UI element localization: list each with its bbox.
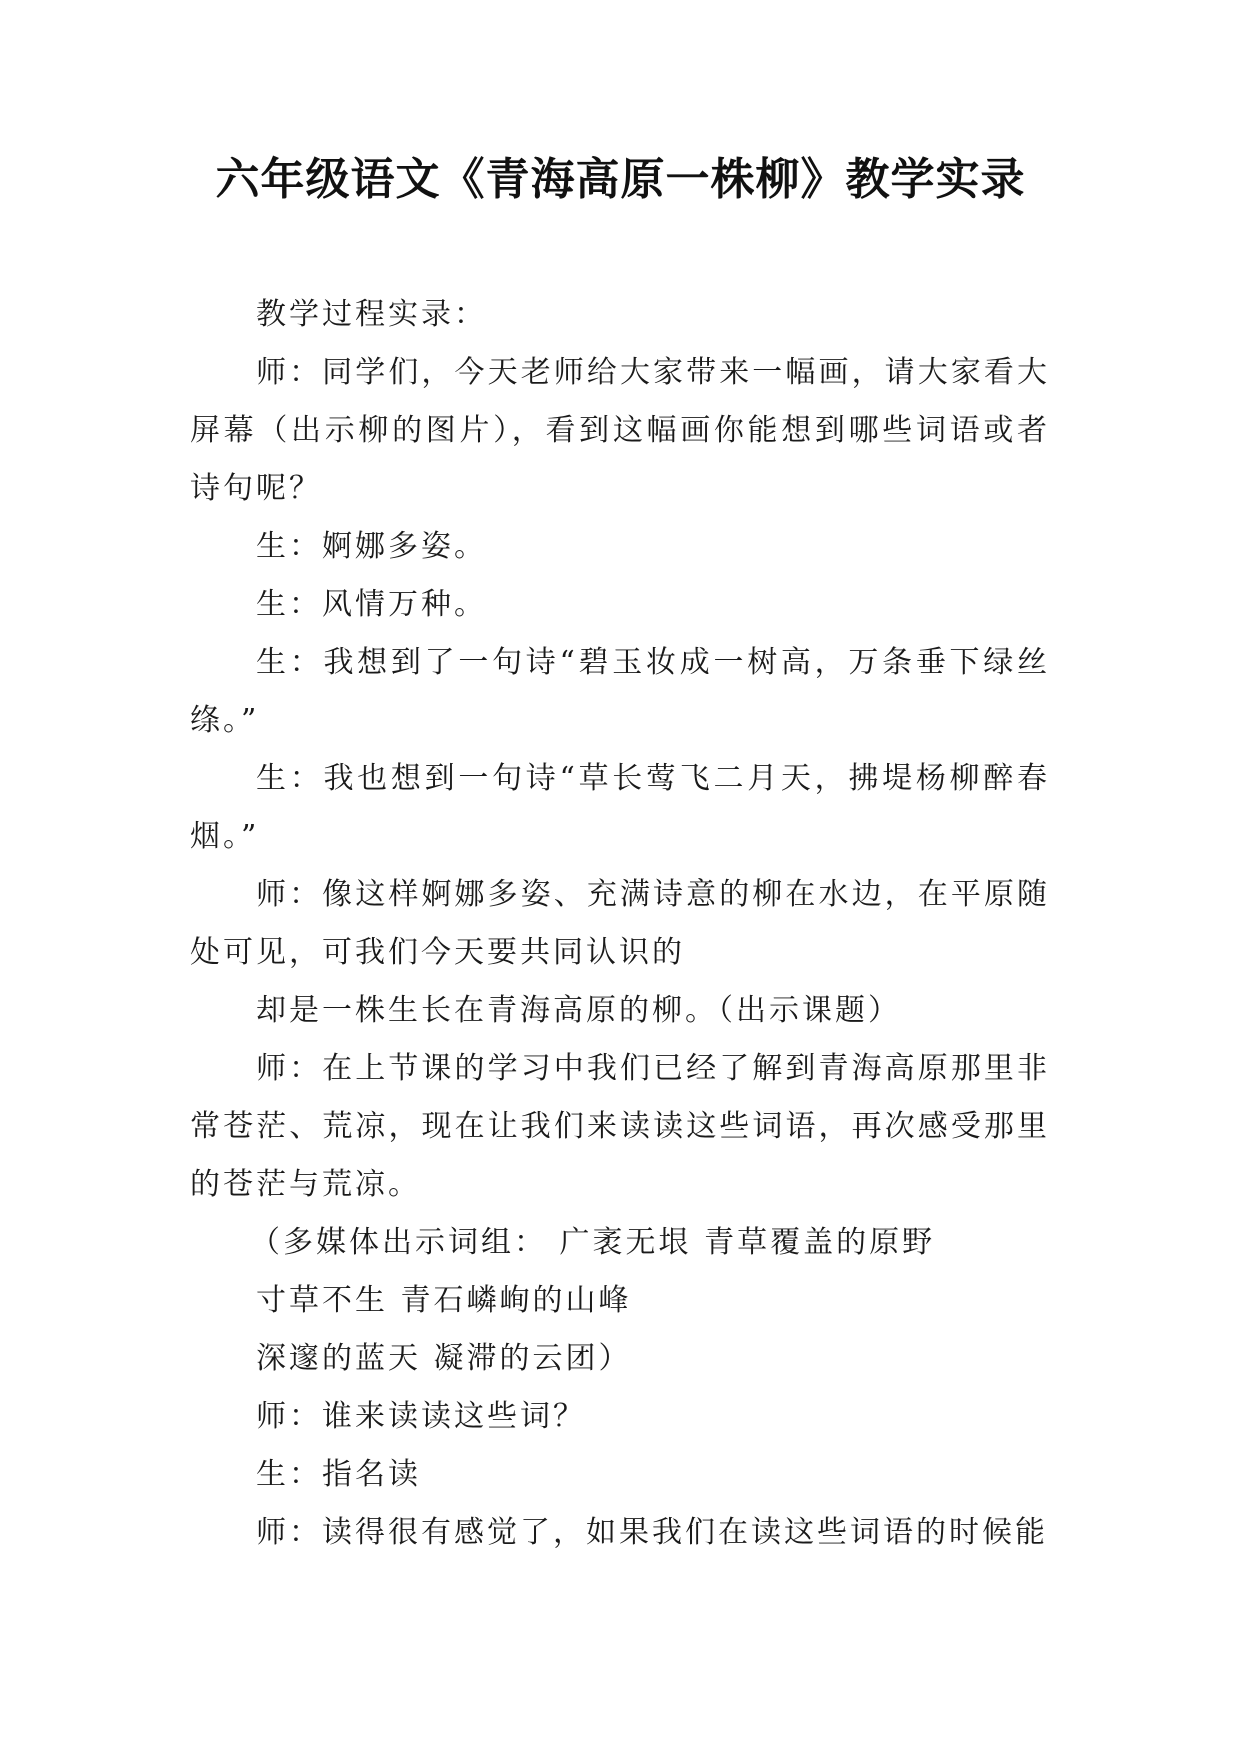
paragraph-intro: 教学过程实录： xyxy=(256,297,487,332)
paragraph-teacher-review: 师：在上节课的学习中我们已经了解到青海高原那里非常苍茫、荒凉，现在让我们来读读这些词语，再次感受那里的苍茫与荒凉。 xyxy=(190,1051,1050,1202)
paragraph-student-poem-1: 生：我想到了一句诗“碧玉妆成一树高，万条垂下绿丝绦。” xyxy=(190,645,1050,738)
paragraph-show-title: 却是一株生长在青海高原的柳。（出示课题） xyxy=(256,993,901,1028)
document-title: 六年级语文《青海高原一株柳》教学实录 xyxy=(215,154,1026,205)
paragraph-student-reading: 生：指名读 xyxy=(256,1457,421,1492)
paragraph-teacher-transition: 师：像这样婀娜多姿、充满诗意的柳在水边，在平原随处可见，可我们今天要共同认识的 xyxy=(190,877,1050,970)
document-body xyxy=(190,286,1050,1562)
paragraph-teacher-feedback: 师：读得很有感觉了，如果我们在读这些词语的时候能 xyxy=(256,1515,1048,1550)
paragraph-student-answer-2: 生：风情万种。 xyxy=(256,587,487,622)
paragraph-teacher-question: 师：谁来读读这些词？ xyxy=(256,1399,586,1434)
paragraph-word-group-2: 寸草不生 青石嶙峋的山峰 xyxy=(256,1283,632,1318)
paragraph-teacher-opening: 师：同学们，今天老师给大家带来一幅画，请大家看大屏幕（出示柳的图片），看到这幅画你能想到哪些词语或者诗句呢？ xyxy=(190,355,1050,506)
paragraph-word-group-1: （多媒体出示词组： 广袤无垠 青草覆盖的原野 xyxy=(250,1225,936,1260)
paragraph-student-answer-1: 生：婀娜多姿。 xyxy=(256,529,487,564)
paragraph-word-group-3: 深邃的蓝天 凝滞的云团） xyxy=(256,1341,632,1376)
paragraph-student-poem-2: 生：我也想到一句诗“草长莺飞二月天，拂堤杨柳醉春烟。” xyxy=(190,761,1050,854)
